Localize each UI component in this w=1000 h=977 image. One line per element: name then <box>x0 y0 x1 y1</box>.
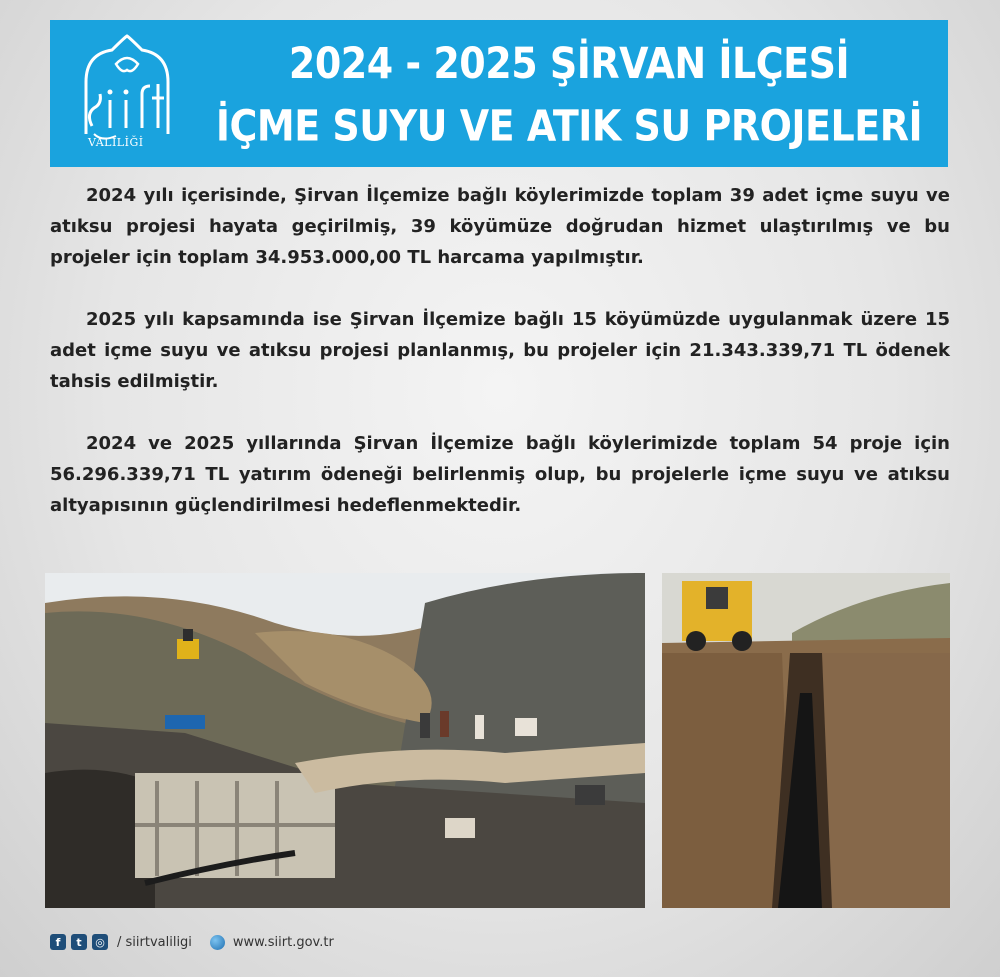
paragraph-2025: 2025 yılı kapsamında ise Şirvan İlçemize bağlı 15 köyümüzde uygulanmak üzere 15 adet içme suyu ve atıksu projesi planlanmış, bu projeler için 21.343.339,71 TL ödenek tahsis edilmiştir. <box>50 309 950 392</box>
instagram-icon[interactable]: ◎ <box>92 934 108 950</box>
globe-icon <box>210 935 225 950</box>
header-banner <box>50 20 948 167</box>
facebook-icon[interactable]: f <box>50 934 66 950</box>
paragraph-2024: 2024 yılı içerisinde, Şirvan İlçemize bağlı köylerimizde toplam 39 adet içme suyu ve atıksu projesi hayata geçirilmiş, 39 köyümüze doğrudan hizmet ulaştırılmış ve bu projeler için toplam 34.953.000,00 TL harcama yapılmıştır. <box>50 185 950 268</box>
trench-pipe-photo <box>662 573 950 908</box>
page-title <box>200 32 938 157</box>
footer <box>50 931 334 953</box>
title-line-2: İÇME SUYU VE ATIK SU PROJELERİ <box>215 101 923 151</box>
body-text <box>50 180 950 552</box>
website-link[interactable]: www.siirt.gov.tr <box>232 934 334 950</box>
social-handle[interactable]: / siirtvaliligi <box>117 934 192 950</box>
construction-site-photo <box>45 573 645 908</box>
paragraph-total: 2024 ve 2025 yıllarında Şirvan İlçemize bağlı köylerimizde toplam 54 proje için 56.296.339,71 TL yatırım ödeneği belirlenmiş olup, bu projelerle içme suyu ve atıksu altyapısının güçlendirilmesi hedeflenmektedir. <box>50 433 950 516</box>
logo-caption: VALİLİĞİ <box>88 136 144 149</box>
twitter-icon[interactable]: t <box>71 934 87 950</box>
title-line-1: 2024 - 2025 ŞİRVAN İLÇESİ <box>288 38 850 88</box>
